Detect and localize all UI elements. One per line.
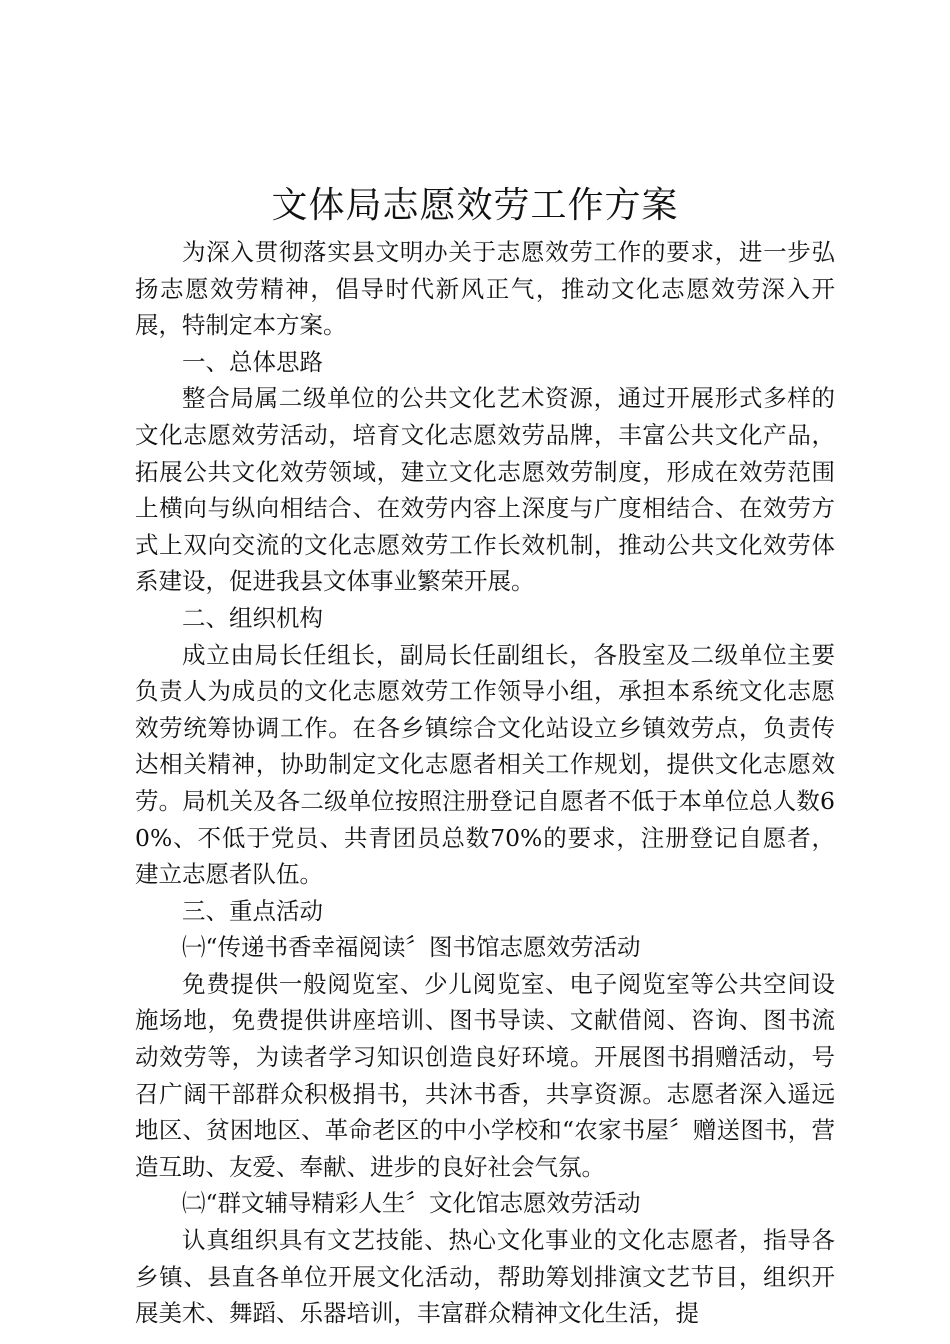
section-heading-overall-approach: 一、总体思路 [182,347,323,376]
section-heading-key-activities: 三、重点活动 [182,896,323,925]
page-title: 文体局志愿效劳工作方案 [271,185,679,226]
intro-paragraph: 为深入贯彻落实县文明办关于志愿效劳工作的要求，进一步弘扬志愿效劳精神，倡导时代新风正气，推动文化志愿效劳深入开展，特制定本方案。 [135,238,835,340]
subsection-heading-library: ㈠“传递书香幸福阅读〞图书馆志愿效劳活动 [182,933,641,962]
subsection-heading-cultural-center: ㈡“群文辅导精彩人生〞文化馆志愿效劳活动 [182,1189,641,1218]
organization-paragraph: 成立由局长任组长，副局长任副组长，各股室及二级单位主要负责人为成员的文化志愿效劳工作领导小组，承担本系统文化志愿效劳统筹协调工作。在各乡镇综合文化站设立乡镇效劳点，负责传达相关精神，协助制定文化志愿者相关工作规划，提供文化志愿效劳。局机关及各二级单位按照注册登记自愿者不低于本单位总人数60%、不低于党员、共青团员总数70%的要求，注册登记自愿者，建立志愿者队伍。 [135,640,835,889]
library-activity-paragraph: 免费提供一般阅览室、少儿阅览室、电子阅览室等公共空间设施场地，免费提供讲座培训、图书导读、文献借阅、咨询、图书流动效劳等，为读者学习知识创造良好环境。开展图书捐赠活动，号召广阔干部群众积极捐书，共沐书香，共享资源。志愿者深入遥远地区、贫困地区、革命老区的中小学校和“农家书屋〞赠送图书，营造互助、友爱、奉献、进步的良好社会气氛。 [135,969,835,1181]
cultural-center-paragraph: 认真组织具有文艺技能、热心文化事业的文化志愿者，指导各乡镇、县直各单位开展文化活动，帮助筹划排演文艺节目，组织开展美术、舞蹈、乐器培训，丰富群众精神文化生活，提 [135,1226,835,1328]
section-heading-organization: 二、组织机构 [182,603,323,632]
document-body [135,234,835,1332]
overall-approach-paragraph: 整合局属二级单位的公共文化艺术资源，通过开展形式多样的文化志愿效劳活动，培育文化志愿效劳品牌，丰富公共文化产品，拓展公共文化效劳领域，建立文化志愿效劳制度，形成在效劳范围上横向与纵向相结合、在效劳内容上深度与广度相结合、在效劳方式上双向交流的文化志愿效劳工作长效机制，推动公共文化效劳体系建设，促进我县文体事业繁荣开展。 [135,384,835,596]
